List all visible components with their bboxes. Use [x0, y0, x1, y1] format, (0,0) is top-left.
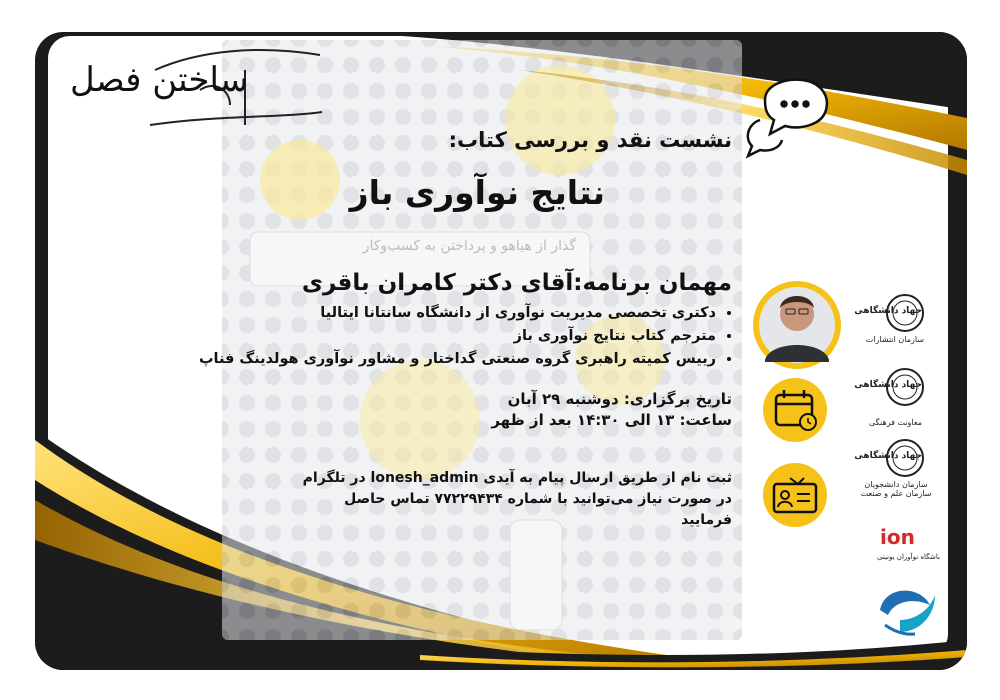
sponsor-logo-3-caption: سازمان دانشجویان سازمان علم و صنعت: [860, 480, 932, 498]
sponsor-logo-2-caption: معاونت فرهنگی: [868, 418, 922, 427]
guest-bullet: • مترجم کتاب نتایج نوآوری باز: [199, 325, 716, 348]
sponsor-logo-1-name: جهاد دانشگاهی: [854, 306, 922, 316]
guest-bullets: [199, 302, 738, 371]
registration-info: [303, 468, 732, 531]
book-cover-subtitle: گذار از هیاهو و پرداختن به کسب‌وکار: [362, 238, 576, 254]
registration-line: ثبت نام از طریق ارسال پیام به آیدی lonesh_admin در تلگرام: [302, 470, 732, 486]
registration-line: در صورت نیاز می‌توانید با شماره ۷۷۲۲۹۴۳۴ تماس حاصل: [344, 491, 732, 507]
guest-photo: [753, 281, 841, 369]
event-date: تاریخ برگزاری: دوشنبه ۲۹ آبان: [507, 390, 732, 408]
sponsor-logo-ion: ion: [880, 525, 915, 549]
id-card-icon: [763, 463, 827, 527]
guest-bullet: • دکتری تخصصی مدیریت نوآوری از دانشگاه سانتانا ایتالیا: [199, 302, 716, 325]
calendar-clock-icon: [763, 378, 827, 442]
event-time: ساعت: ۱۳ الی ۱۴:۳۰ بعد از ظهر: [491, 411, 732, 429]
sponsor-logo-ion-caption: باشگاه نوآوران یونیتی: [877, 553, 940, 561]
book-title-heading: نتایج نوآوری باز: [349, 173, 605, 212]
guest-line: مهمان برنامه:آقای دکتر کامران باقری: [301, 270, 732, 296]
sponsor-logo-3-name: جهاد دانشگاهی: [854, 451, 922, 461]
guest-bullet: • رییس کمیته راهبری گروه صنعتی گداختار و مشاور نوآوری هولدینگ فناپ: [199, 348, 716, 371]
registration-line: فرمایید: [681, 512, 732, 528]
heading-line1: نشست نقد و بررسی کتاب:: [448, 128, 732, 152]
sponsor-logo-2-name: جهاد دانشگاهی: [854, 380, 922, 390]
sponsor-logo-1-caption: سازمان انتشارات: [865, 335, 924, 344]
brand-logo: ساختن فصل: [70, 60, 249, 100]
